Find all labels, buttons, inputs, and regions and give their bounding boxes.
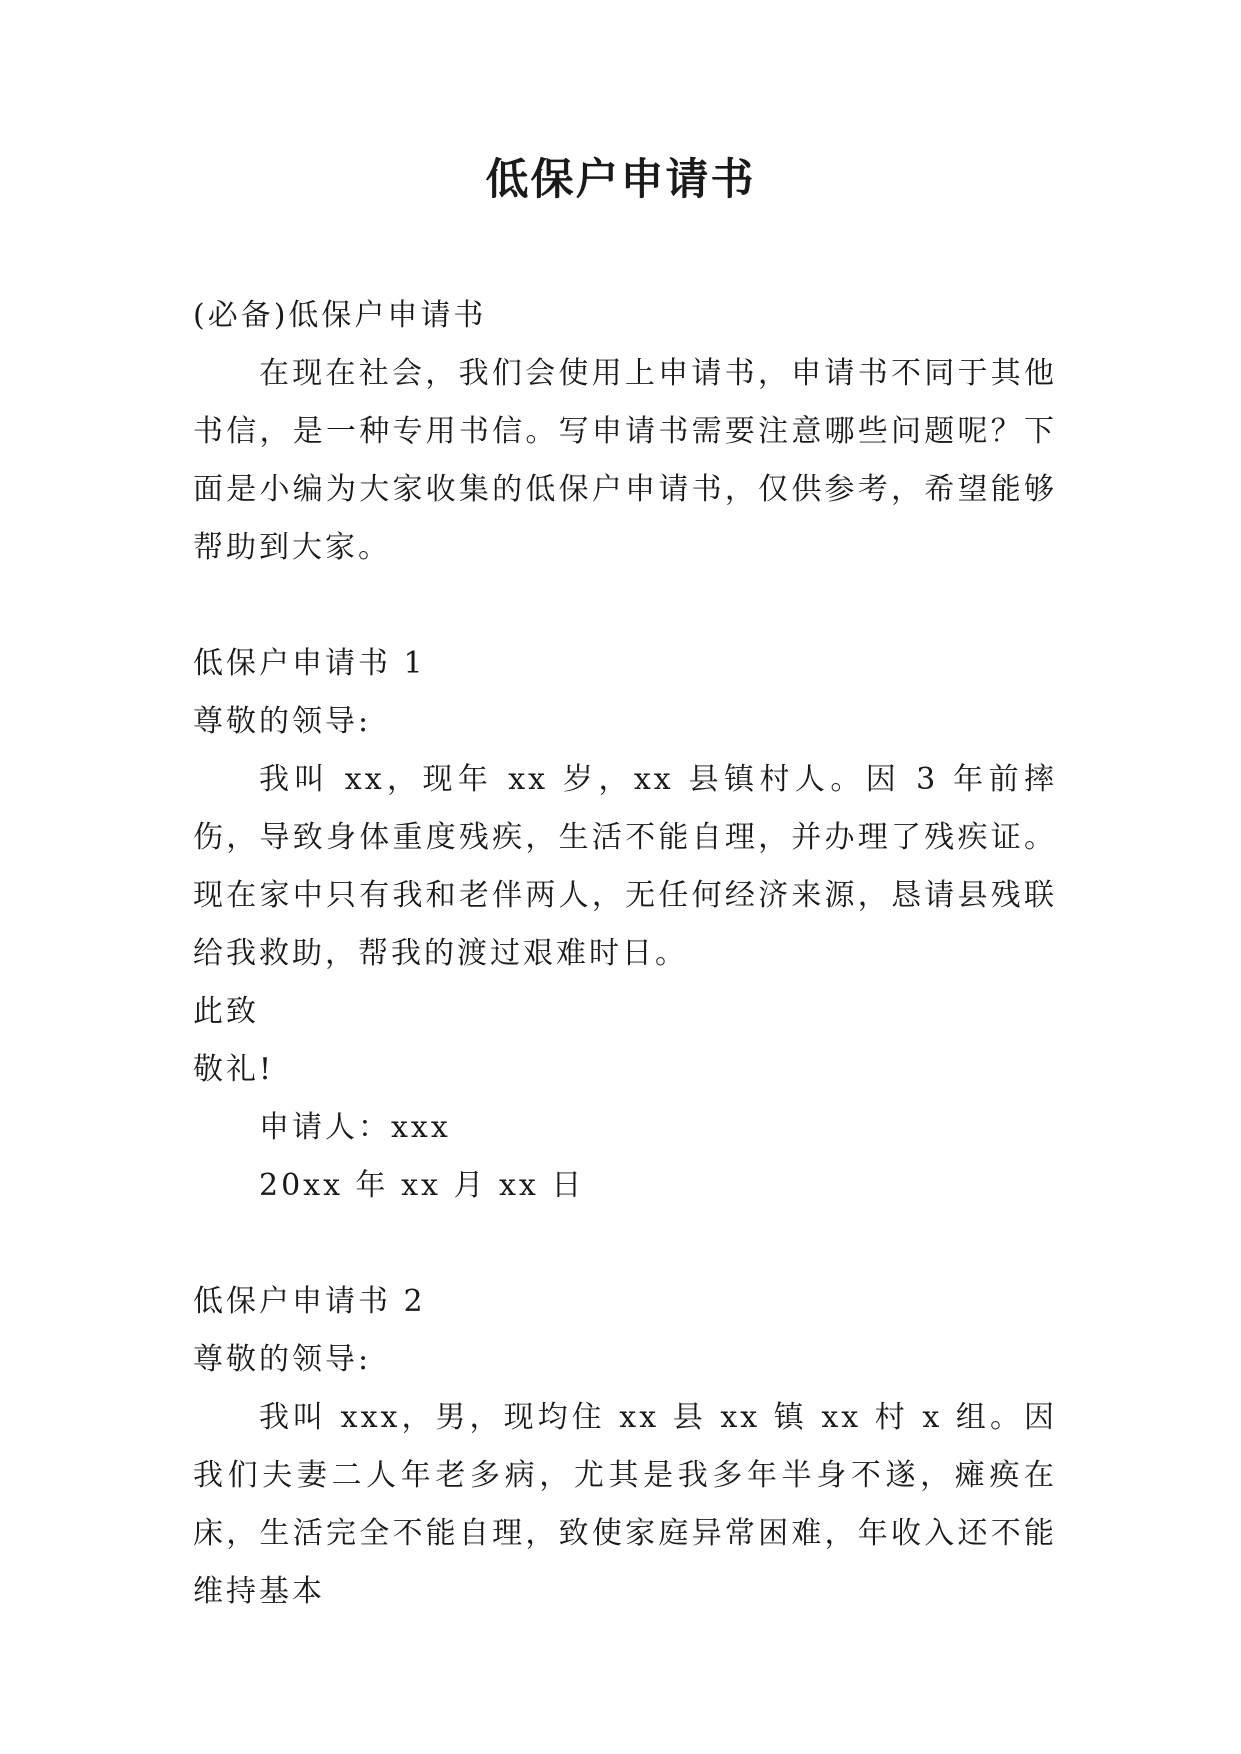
document-heading: (必备)低保户申请书 [193,298,487,333]
section-gap [193,577,1057,635]
letter2-salutation: 尊敬的领导: [193,1342,372,1377]
letter1-applicant: 申请人：xxx [259,1110,451,1145]
document-body [193,287,1057,1621]
letter2-heading: 低保户申请书 2 [193,1284,426,1319]
letter1-body: 我叫 xx，现年 xx 岁，xx 县镇村人。因 3 年前摔伤，导致身体重度残疾，生活不能自理，并办理了残疾证。现在家中只有我和老伴两人，无任何经济来源，恳请县残联给我救助，帮我的渡过艰难时日。 [193,762,1057,971]
letter1-heading: 低保户申请书 1 [193,646,426,681]
intro-paragraph: 在现在社会，我们会使用上申请书，申请书不同于其他书信，是一种专用书信。写申请书需要注意哪些问题呢？下面是小编为大家收集的低保户申请书，仅供参考，希望能够帮助到大家。 [193,356,1057,565]
letter1-closing-1: 此致 [193,994,259,1029]
letter2-body: 我叫 xxx，男，现均住 xx 县 xx 镇 xx 村 x 组。因我们夫妻二人年老多病，尤其是我多年半身不遂，瘫痪在床，生活完全不能自理，致使家庭异常困难，年收入还不能维持基本 [193,1400,1057,1609]
letter1-date: 20xx 年 xx 月 xx 日 [259,1168,585,1203]
letter1-salutation: 尊敬的领导: [193,704,372,739]
letter1-closing-2: 敬礼! [193,1052,275,1087]
section-gap [193,1215,1057,1273]
document-title: 低保户申请书 [485,155,756,205]
